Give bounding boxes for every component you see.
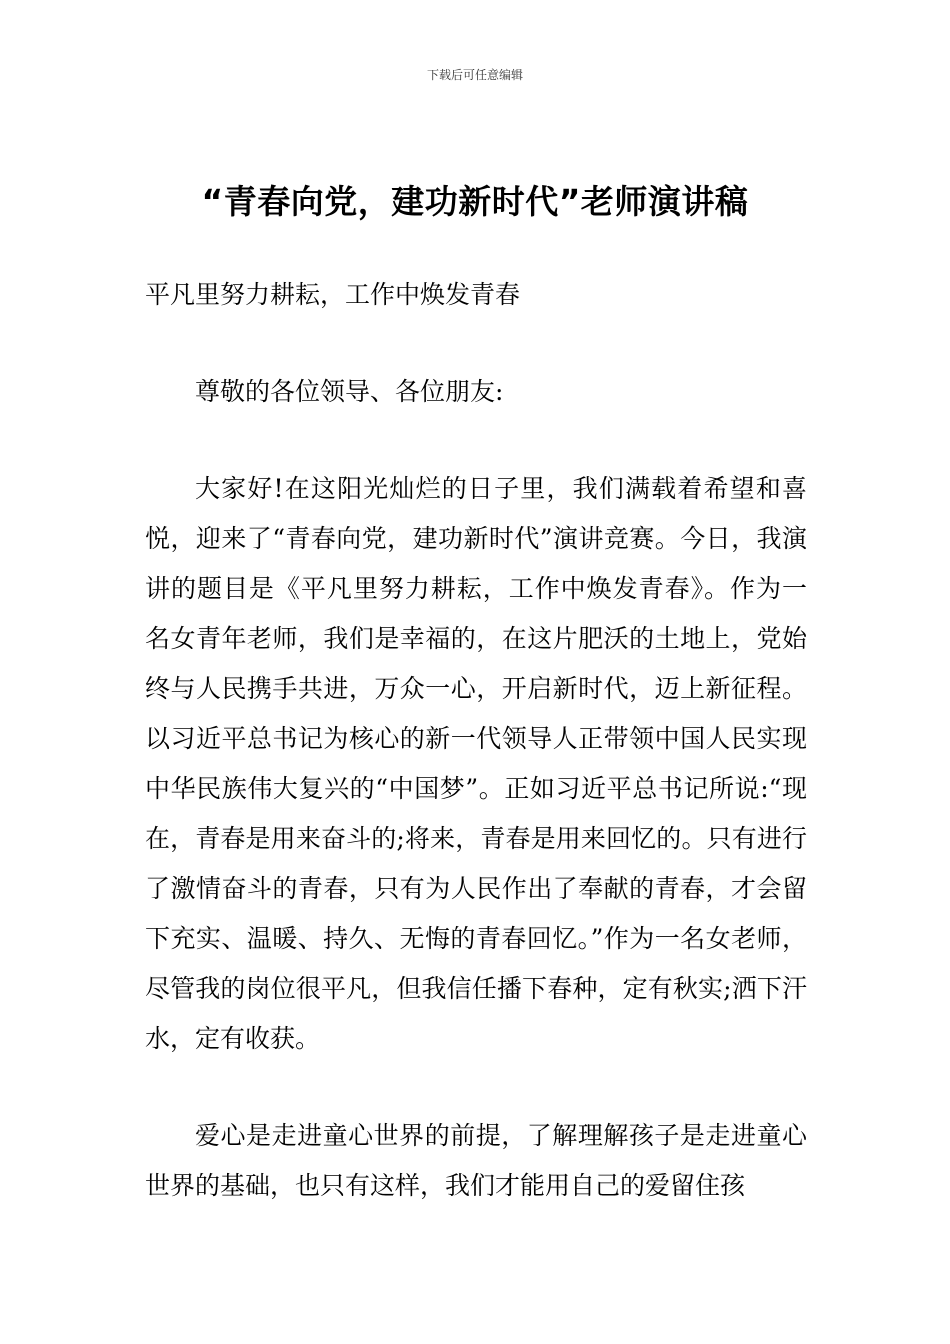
header-note: 下载后可任意编辑 <box>426 68 523 82</box>
document-body <box>145 270 807 1211</box>
document-subtitle: 平凡里努力耕耘，工作中焕发青春 <box>145 280 521 309</box>
document-title: “青春向党，建功新时代”老师演讲稿 <box>201 182 749 221</box>
body-paragraph: 大家好!在这阳光灿烂的日子里，我们满载着希望和喜悦，迎来了“青春向党，建功新时代”演讲竞赛。今日，我演讲的题目是《平凡里努力耕耘，工作中焕发青春》。作为一名女青年老师，我们是幸福的，在这片肥沃的土地上，党始终与人民携手共进，万众一心，开启新时代，迈上新征程。以习近平总书记为核心的新一代领导人正带领中国人民实现中华民族伟大复兴的“中国梦”。正如习近平总书记所说:“现在，青春是用来奋斗的;将来，青春是用来回忆的。只有进行了激情奋斗的青春，只有为人民作出了奉献的青春，才会留下充实、温暖、持久、无悔的青春回忆。”作为一名女老师，尽管我的岗位很平凡，但我信任播下春种，定有秋实;洒下汗水，定有收获。 <box>145 474 807 1053</box>
salutation: 尊敬的各位领导、各位朋友: <box>195 377 504 406</box>
body-paragraph: 爱心是走进童心世界的前提，了解理解孩子是走进童心世界的基础，也只有这样，我们才能用自己的爱留住孩 <box>145 1121 807 1200</box>
